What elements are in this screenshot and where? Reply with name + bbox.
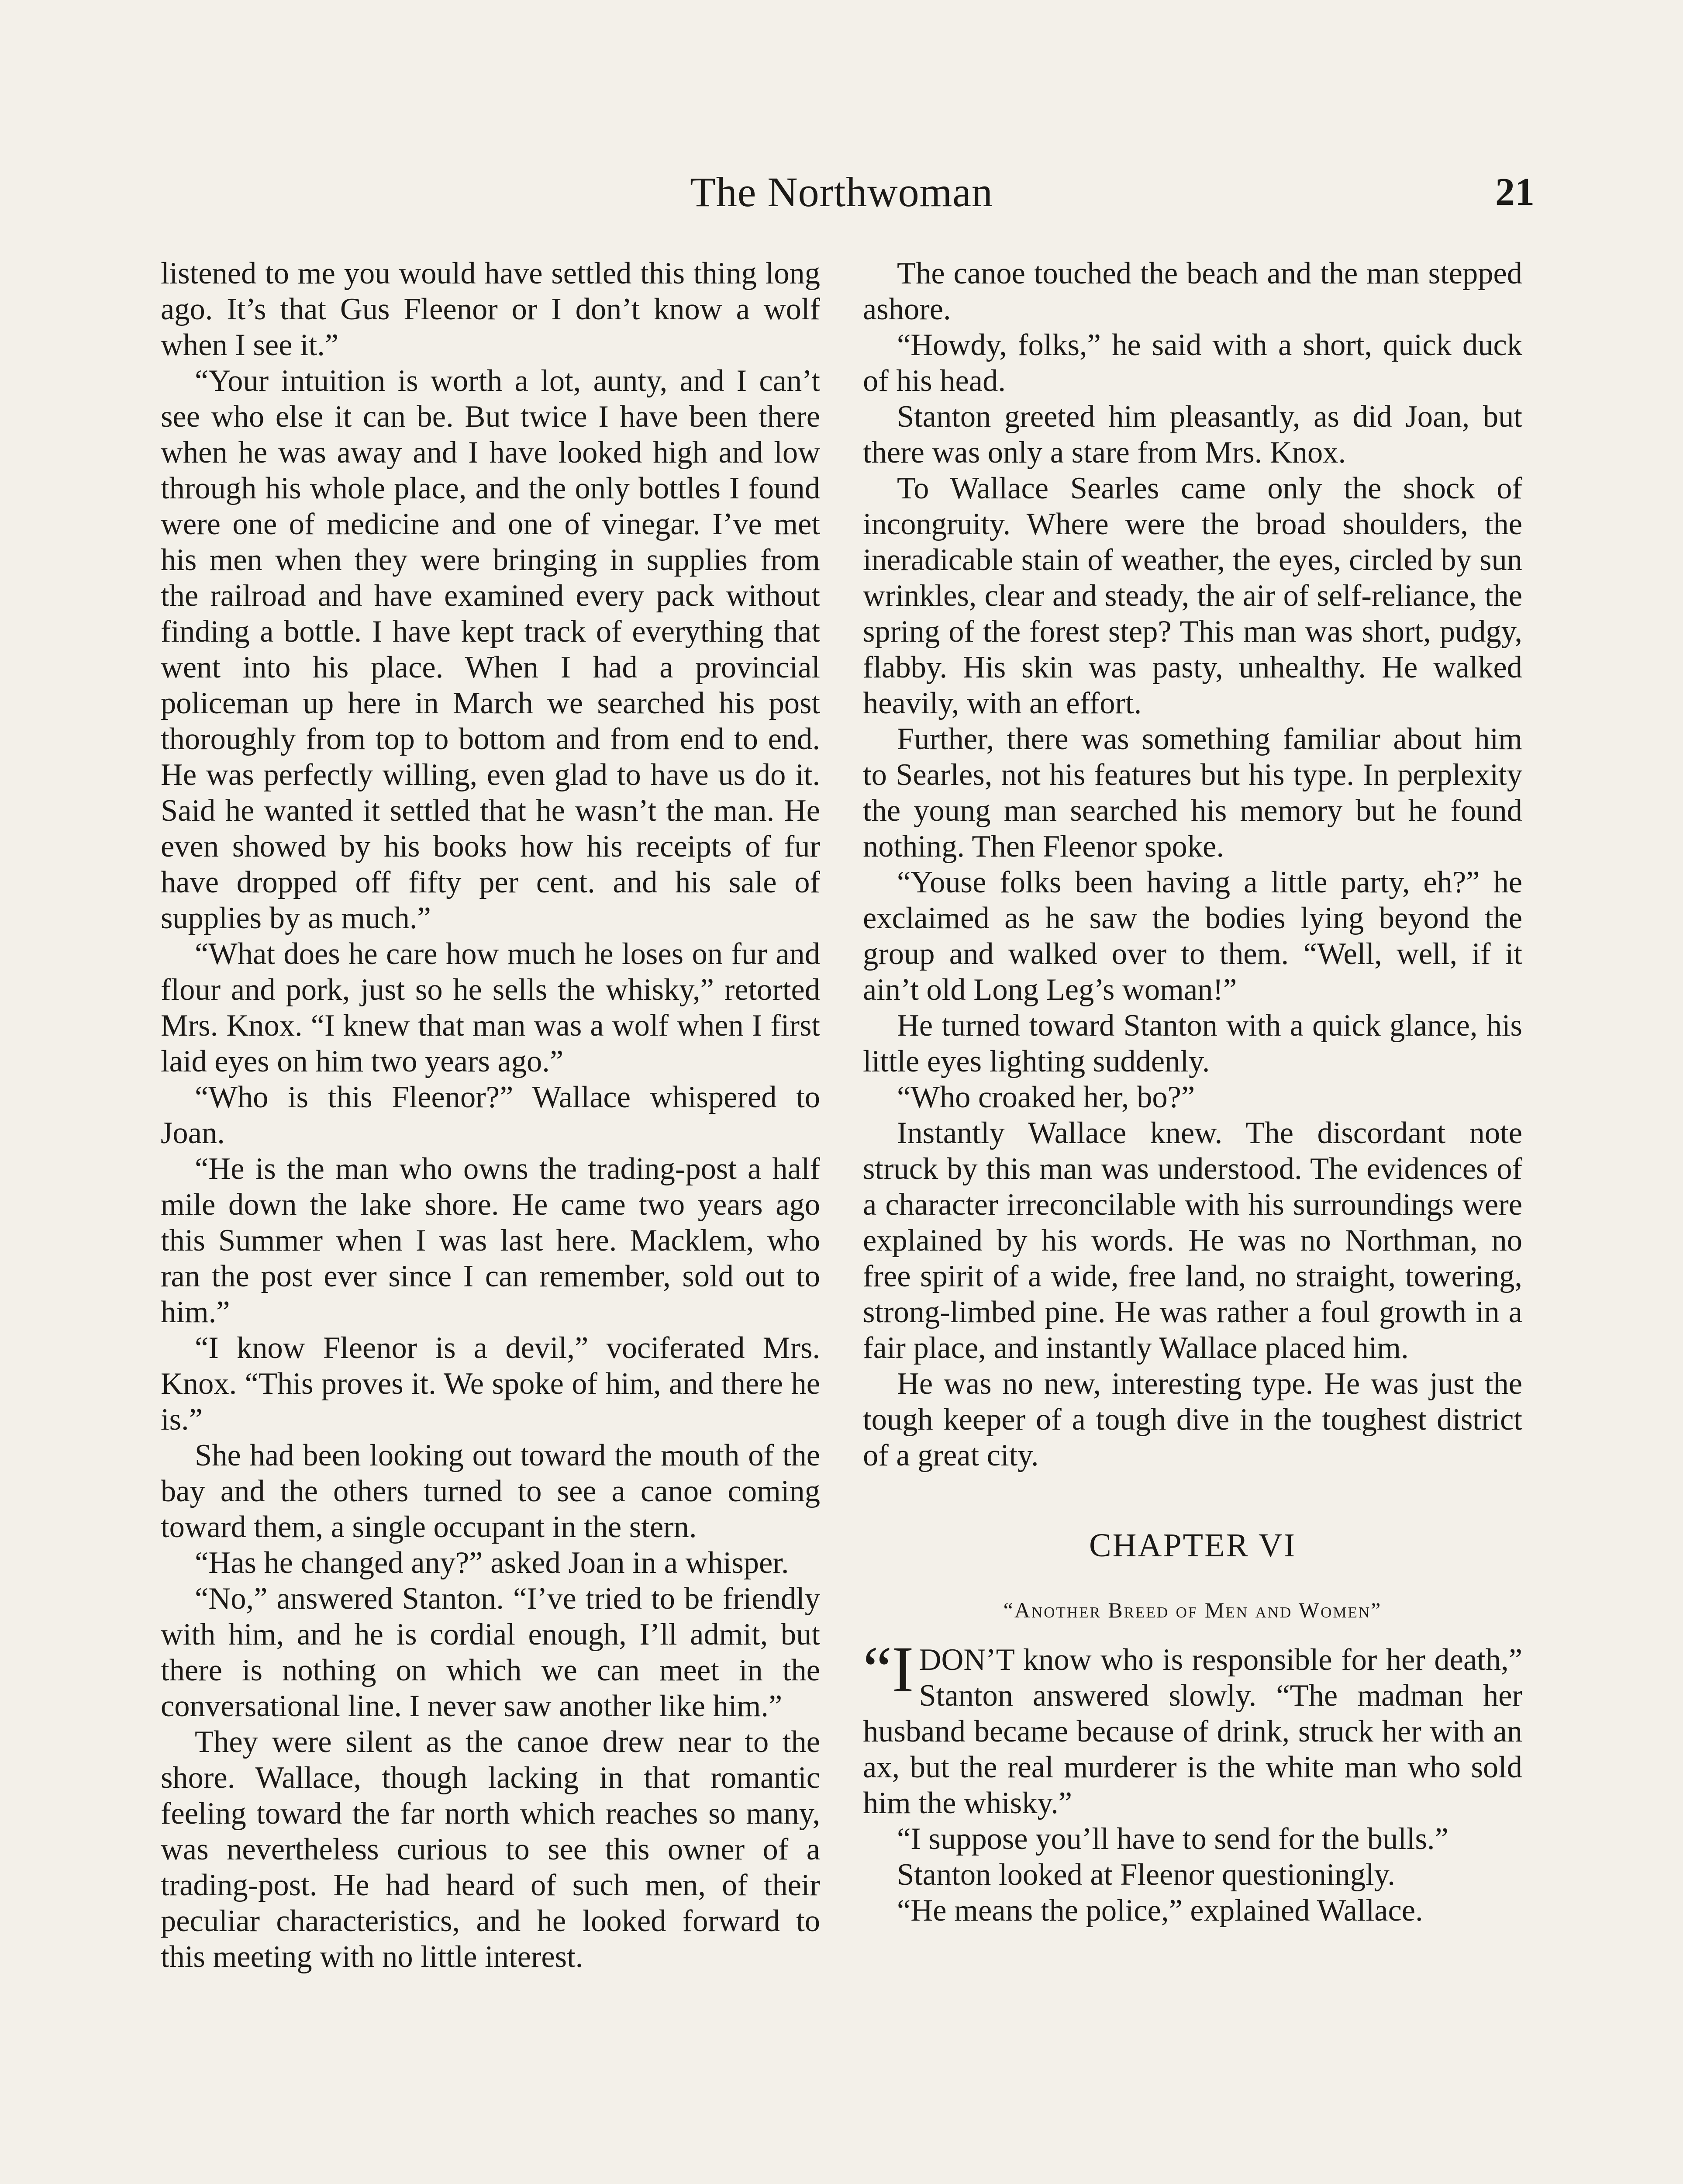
opening-text: DON’T know who is responsible for her death,” Stanton answered slowly. “The madman her husband became because of drink, struck her with an ax, but the real murderer is the white man who sold him the whisky.” [863, 1643, 1522, 1820]
paragraph: “I know Fleenor is a devil,” vociferated Mrs. Knox. “This proves it. We spoke of him, and there he is.” [161, 1331, 820, 1437]
chapter-opening-paragraph [863, 1633, 1522, 1821]
paragraph: The canoe touched the beach and the man stepped ashore. [863, 256, 1522, 326]
drop-cap-block [863, 1633, 914, 1706]
paragraph: “Has he changed any?” asked Joan in a whisper. [195, 1546, 789, 1580]
paragraph: Stanton looked at Fleenor questioningly. [897, 1858, 1395, 1892]
page-header [0, 0, 1683, 245]
drop-open-quote: “ [863, 1633, 892, 1706]
paragraph: They were silent as the canoe drew near to the shore. Wallace, though lacking in that romantic feeling toward the far north which reaches so many, was nevertheless curious to see this owner of a trading-post. He had heard of such men, of their peculiar characteristics, and he looked forward to this meeting with no little interest. [161, 1725, 820, 1974]
chapter-heading: CHAPTER VI [1089, 1527, 1297, 1564]
paragraph: “He means the police,” explained Wallace. [897, 1894, 1423, 1928]
paragraph: He turned toward Stanton with a quick glance, his little eyes lighting suddenly. [863, 1009, 1522, 1078]
paragraph: “No,” answered Stanton. “I’ve tried to be friendly with him, and he is cordial enough, I’ll admit, but there is nothing on which we can meet in the conversational line. I never saw another like him.” [161, 1582, 820, 1723]
running-title: The Northwoman [690, 169, 993, 215]
chapter-subtitle: “Another Breed of Men and Women” [1003, 1598, 1382, 1622]
paragraph: “Your intuition is worth a lot, aunty, and I can’t see who else it can be. But twice I have been there when he was away and I have looked high and low through his whole place, and the only bottles I found were one of medicine and one of vinegar. I’ve met his men when they were bringing in supplies from the railroad and have examined every pack without finding a bottle. I have kept track of everything that went into his place. When I had a provincial policeman up here in March we searched his post thoroughly from top to bottom and from end to end. He was perfectly willing, even glad to have us do it. Said he wanted it settled that he wasn’t the man. He even showed by his books how his receipts of fur have dropped off fifty per cent. and his sale of supplies by as much.” [161, 364, 820, 935]
paragraph: “I suppose you’ll have to send for the bulls.” [897, 1822, 1448, 1856]
drop-cap-letter: I [892, 1633, 914, 1706]
paragraph: “Who croaked her, bo?” [897, 1080, 1195, 1114]
paragraph: “Youse folks been having a little party, eh?” he exclaimed as he saw the bodies lying beyond the group and walked over to them. “Well, well, if it ain’t old Long Leg’s woman!” [863, 865, 1522, 1007]
paragraph: To Wallace Searles came only the shock of incongruity. Where were the broad shoulders, the ineradicable stain of weather, the eyes, circled by sun wrinkles, clear and steady, the air of self-reliance, the spring of the forest step? This man was short, pudgy, flabby. His skin was pasty, unhealthy. He walked heavily, with an effort. [863, 471, 1522, 720]
paragraph: “He is the man who owns the trading-post a half mile down the lake shore. He came two years ago this Summer when I was last here. Macklem, who ran the post ever since I can remember, sold out to him.” [161, 1152, 820, 1329]
paragraph: listened to me you would have settled this thing long ago. It’s that Gus Fleenor or I don’t know a wolf when I see it.” [161, 256, 820, 362]
paragraph: Instantly Wallace knew. The discordant note struck by this man was understood. The evidences of a character irreconcilable with his surroundings were explained by his words. He was no Northman, no free spirit of a wide, free land, no straight, towering, strong-limbed pine. He was rather a foul growth in a fair place, and instantly Wallace placed him. [863, 1116, 1522, 1365]
left-column [161, 256, 820, 2184]
paragraph: Further, there was something familiar about him to Searles, not his features but his type. In perplexity the young man searched his memory but he found nothing. Then Fleenor spoke. [863, 722, 1522, 864]
paragraph: Stanton greeted him pleasantly, as did Joan, but there was only a stare from Mrs. Knox. [863, 400, 1522, 470]
right-column [863, 256, 1522, 2184]
paragraph: “Howdy, folks,” he said with a short, quick duck of his head. [863, 328, 1522, 398]
paragraph: “What does he care how much he loses on fur and flour and pork, just so he sells the whisky,” retorted Mrs. Knox. “I knew that man was a wolf when I first laid eyes on him two years ago.” [161, 937, 820, 1078]
paragraph: He was no new, interesting type. He was just the tough keeper of a tough dive in the toughest district of a great city. [863, 1367, 1522, 1472]
paragraph: “Who is this Fleenor?” Wallace whispered to Joan. [161, 1080, 820, 1150]
page-number: 21 [1495, 170, 1535, 214]
paragraph: She had been looking out toward the mouth of the bay and the others turned to see a canoe coming toward them, a single occupant in the stern. [161, 1438, 820, 1544]
